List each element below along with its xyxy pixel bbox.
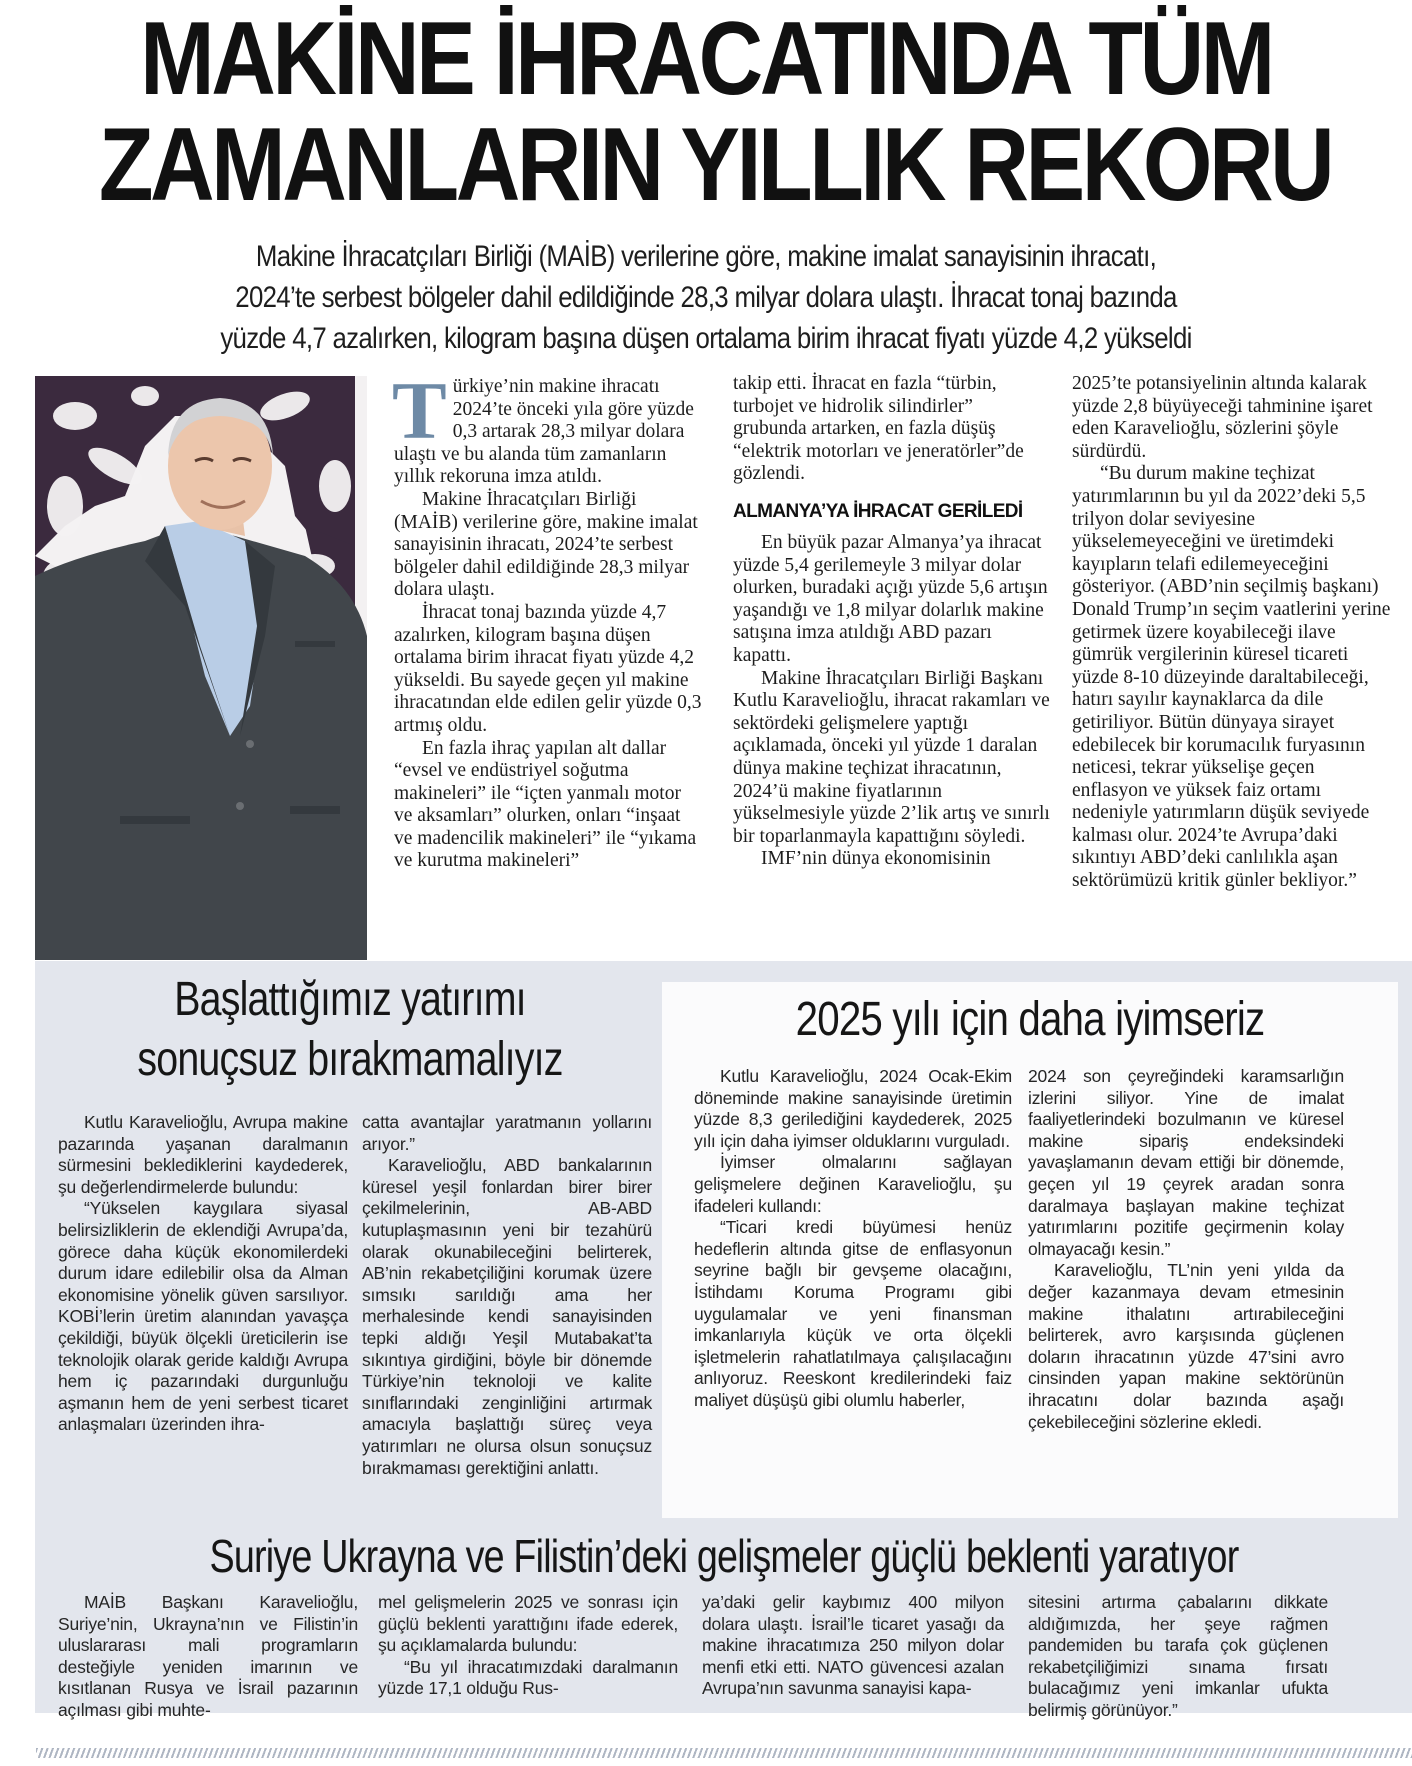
box-right-column-1: [694, 1066, 1012, 1412]
box-left-column-2: [362, 1112, 652, 1479]
portrait-photo: [35, 376, 367, 960]
paragraph: İyimser olmalarını sağlayan gelişmelere değinen Karavelioğlu, şu ifadeleri kullandı:: [694, 1152, 1012, 1216]
box-right-column-2: [1028, 1066, 1344, 1433]
box-left-title: Başlattığımız yatırımı sonuçsuz bırakmamalıyız: [137, 973, 563, 1086]
paragraph: Makine İhracatçıları Birliği Başkanı Kutlu Karavelioğlu, ihracat rakamları ve sektördeki gelişmelere yaptığı açıklamada, önceki yıl yüzde 1 daralan dünya makine teçhizat ihracatının, 2024’ü makine fiyatlarının yükselmesiyle yüzde 2’lik artış ve sınırlı bir toparlanmayla kapattığını söyledi.: [733, 667, 1050, 847]
paragraph: ya’daki gelir kaybımız 400 milyon dolara ulaştı. İsrail’le ticaret yasağı da makine ihracatımıza 250 milyon dolar menfi etki etti. NATO güvencesi azalan Avrupa’nın savunma sanayisi kapa-: [702, 1592, 1004, 1699]
paragraph: En fazla ihraç yapılan alt dallar “evsel ve endüstriyel soğutma makineleri” ile “içten yanmalı motor ve aksamları” olurken, onları “inşaat ve madencilik makineleri” ile “yıkama ve kurutma makineleri”: [394, 737, 697, 872]
paragraph: Kutlu Karavelioğlu, 2024 Ocak-Ekim döneminde makine sanayisinde üretimin yüzde 8,3 gerilediğini kaydederek, 2025 yılı için daha iyimser olduklarını vurguladı.: [694, 1066, 1012, 1151]
paragraph: Türkiye’nin makine ihracatı 2024’te önceki yıla göre yüzde 0,3 artarak 28,3 milyar dolara ulaştı ve bu alanda tüm zamanların yıllık rekoruna imza atıldı.: [392, 365, 694, 488]
portrait-illustration: [35, 376, 367, 960]
paragraph: Makine İhracatçıları Birliği (MAİB) verilerine göre, makine imalat sanayisinin ihracatı, 2024’te serbest bölgeler dahil edildiğinde 28,3 milyar dolara ulaştı.: [394, 488, 698, 601]
box-bottom-column-1: [58, 1592, 358, 1722]
paragraph: Karavelioğlu, TL’nin yeni yılda da değer kazanmaya devam etmesinin makine ithalatını artırabileceğini belirterek, avro karşısında güçlenen doların ihracatının yüzde 47’sini avro cinsinden yapan makine sektörünün ihracatını dolar bazında aşağı çekebileceğini sözlerine ekledi.: [1028, 1260, 1344, 1432]
box-bottom-column-3: [702, 1592, 1004, 1700]
box-bottom-column-2: [378, 1592, 678, 1700]
paragraph: “Bu yıl ihracatımızdaki daralmanın yüzde 17,1 olduğu Rus-: [378, 1656, 678, 1699]
paragraph: “Yükselen kaygılara siyasal belirsizliklerin de eklendiği Avrupa’da, görece daha küçük ekonomilerdeki durum idare edilebilir olsa da Alman ekonomisine yönelik güven sarsılıyor. KOBİ’lerin üretim alanından yavaşça çekildiği, büyük ölçekli üreticilerin ise teknolojik olarak geride kaldığı Avrupa hem iç pazarındaki durgunluğu aşmanın hem de yeni serbest ticaret anlaşmaları üzerinden ihra-: [58, 1198, 348, 1435]
paragraph: 2024 son çeyreğindeki karamsarlığın izlerini siliyor. Yine de imalat faaliyetlerindeki bozulmanın ve küresel makine sipariş endeksindeki yavaşlamanın devam ettiği bir dönemde, geçen yıl 19 çeyrek aradan sonra daralmaya başlayan makine teçhizat yatırımlarını pozitife geçirmenin kolay olmayacağı kesin.”: [1028, 1066, 1344, 1259]
subheading: ALMANYA’YA İHRACAT GERİLEDİ: [733, 500, 1023, 522]
paragraph: Kutlu Karavelioğlu, Avrupa makine pazarında yaşanan daralmanın sürmesini beklediklerini kaydederek, şu değerlendirmelerde bulundu:: [58, 1112, 348, 1197]
article-column-1: [392, 365, 702, 873]
paragraph: En büyük pazar Almanya’ya ihracat yüzde 5,4 gerilemeyle 3 milyar dolar olurken, buradaki açığı yüzde 5,6 artışın yaşandığı ve 1,8 milyar dolarlık makine satışına imza atıldığı ABD pazarı kapattı.: [733, 531, 1048, 666]
paragraph: İhracat tonaj bazında yüzde 4,7 azalırken, kilogram başına düşen ortalama birim ihracat fiyatı yüzde 4,2 yükseldi. Bu sayede geçen yıl makine ihracatından elde edilen gelir yüzde 0,3 artmış oldu.: [394, 601, 702, 736]
deck-line-3: yüzde 4,7 azalırken, kilogram başına düşen ortalama birim ihracat fiyatı yüzde 4,2 yükseldi: [220, 322, 1192, 355]
article-column-3: [1072, 373, 1392, 893]
paragraph: 2025’te potansiyelinin altında kalarak yüzde 2,8 büyüyeceği tahminine işaret eden Karavelioğlu, sözlerini şöyle sürdürdü.: [1072, 373, 1373, 462]
headline-line-2: ZAMANLARIN YILLIK REKORU: [98, 107, 1332, 223]
box-bottom-title: Suriye Ukrayna ve Filistin’deki gelişmeler güçlü beklenti yaratıyor: [209, 1530, 1239, 1582]
box-left-column-1: [58, 1112, 348, 1436]
paragraph: MAİB Başkanı Karavelioğlu, Suriye’nin, Ukrayna’nın ve Filistin’in uluslararası mali programların desteğiyle yeniden imarının ve kısıtlanan Rusya ve İsrail pazarının açılması gibi muhte-: [58, 1592, 358, 1720]
paragraph: mel gelişmelerin 2025 ve sonrası için güçlü beklenti yarattığını ifade ederek, şu açıklamalarda bulundu:: [378, 1592, 678, 1656]
paragraph: catta avantajlar yaratmanın yollarını arıyor.”: [362, 1112, 652, 1154]
paragraph: IMF’nin dünya ekonomisinin: [761, 848, 991, 870]
paragraph: “Ticari kredi büyümesi henüz hedeflerin altında gitse de enflasyonun seyrine bağlı bir gevşeme olacağını, İstihdamı Koruma Programı gibi uygulamalar ve yeni finansman imkanlarıyla küçük ve orta ölçekli işletmelerin rahatlatılmaya çalışılacağını anlıyoruz. Reeskont kredilerindeki faiz maliyet düşüşü gibi olumlu haberler,: [694, 1217, 1012, 1410]
headline: [98, 1, 1332, 223]
deck-line-2: 2024’te serbest bölgeler dahil edildiğinde 28,3 milyar dolara ulaştı. İhracat tonaj bazında: [235, 281, 1177, 314]
headline-line-1: MAKİNE İHRACATINDA TÜM: [140, 1, 1272, 117]
paragraph: Karavelioğlu, ABD bankalarının küresel yeşil fonlardan birer birer çekilmelerinin, AB-ABD kutuplaşmasının yeni bir tezahürü olarak okunabileceğini belirterek, AB’nin rekabetçiliğini korumak üzere sımsıkı sarıldığı ama her merhalesinde kendi sanayisinden tepki aldığı Yeşil Mutabakat’ta sıkıntıya girdiğini, böyle bir dönemde Türkiye’nin teknoloji ve kalite sınıflarındaki zenginliğini artırmak amacıyla başlattığı süreç veya yatırımları ne olursa olsun sonuçsuz bırakmaması gerektiğini anlattı.: [362, 1155, 652, 1478]
dropcap: T: [392, 365, 447, 456]
paragraph: sitesini artırma çabalarını dikkate aldığımızda, her şeye rağmen pandemiden bu tarafa çok güçlenen rekabetçiliğimizi sınama fırsatı bulacağımız yeni imkanlar ufukta belirmiş görünüyor.”: [1028, 1592, 1328, 1720]
paragraph: “Bu durum makine teçhizat yatırımlarının bu yıl da 2022’deki 5,5 trilyon dolar seviyesine yükselemeyeceğini ve üretimdeki kayıpların telafi edilemeyeceğini gösteriyor. (ABD’nin seçilmiş başkanı) Donald Trump’ın seçim vaatlerini yerine getirmek üzere koyabileceği ilave gümrük vergilerinin küresel ticareti yüzde 8-10 düzeyinde daraltabileceği, hatırı sayılır kaynaklarca da dile getiriliyor. Bütün dünyaya sirayet edebilecek bir korumacılık furyasının neticesi, tekrar yükselişe geçen enflasyon ve yüksek faiz ortamı nedeniyle yatırımların düşük seviyede kalması olur. 2024’te Avrupa’daki sıkıntıyı ABD’deki canlılıkla aşan sektörümüzü kritik günler bekliyor.”: [1072, 463, 1391, 892]
box-bottom-column-4: [1028, 1592, 1328, 1722]
deck-line-1: Makine İhracatçıları Birliği (MAİB) verilerine göre, makine imalat sanayisinin ihracatı,: [255, 240, 1157, 273]
bottom-divider: [36, 1748, 1412, 1758]
box-right-title: 2025 yılı için daha iyimseriz: [795, 993, 1265, 1046]
article-column-2: [733, 373, 1051, 871]
deck: [14, 236, 1398, 359]
paragraph: takip etti. İhracat en fazla “türbin, turbojet ve hidrolik silindirler” grubunda artarken, en fazla düşüş “elektrik motorları ve jeneratörler”de gözlendi.: [733, 373, 1024, 485]
